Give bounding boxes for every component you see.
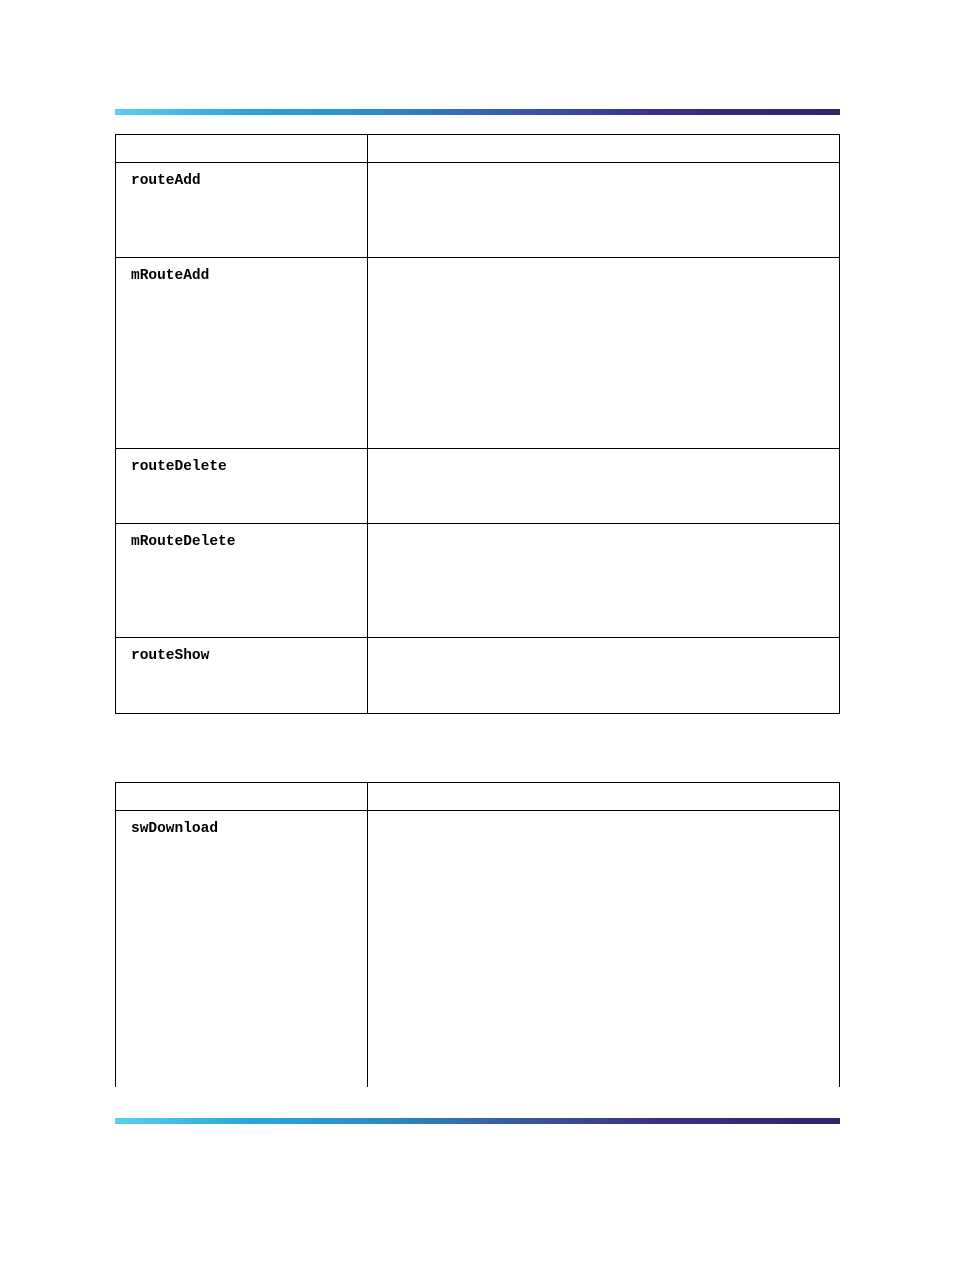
header-rule [115,109,840,115]
table-header-row [116,783,839,811]
command-name: swDownload [131,821,219,837]
command-table-1 [115,134,840,714]
command-cell [116,638,368,713]
table-row [116,258,839,449]
header-cell-command [116,783,368,810]
header-cell-description [368,135,839,162]
description-cell [368,524,839,637]
command-name: routeShow [131,648,210,664]
header-cell-description [368,783,839,810]
table-row [116,524,839,638]
table-row [116,449,839,524]
command-cell [116,811,368,1087]
command-cell [116,524,368,637]
command-name: routeDelete [131,459,227,475]
table-row [116,163,839,258]
command-name: mRouteAdd [131,268,210,284]
description-cell [368,449,839,523]
command-cell [116,449,368,523]
description-cell [368,163,839,257]
footer-rule [115,1118,840,1124]
command-table-2 [115,782,840,1087]
table-row [116,811,839,1087]
command-cell [116,163,368,257]
header-cell-command [116,135,368,162]
command-name: mRouteDelete [131,534,236,550]
description-cell [368,638,839,713]
table-row [116,638,839,714]
description-cell [368,811,839,1087]
table-header-row [116,135,839,163]
command-name: routeAdd [131,173,201,189]
description-cell [368,258,839,448]
command-cell [116,258,368,448]
